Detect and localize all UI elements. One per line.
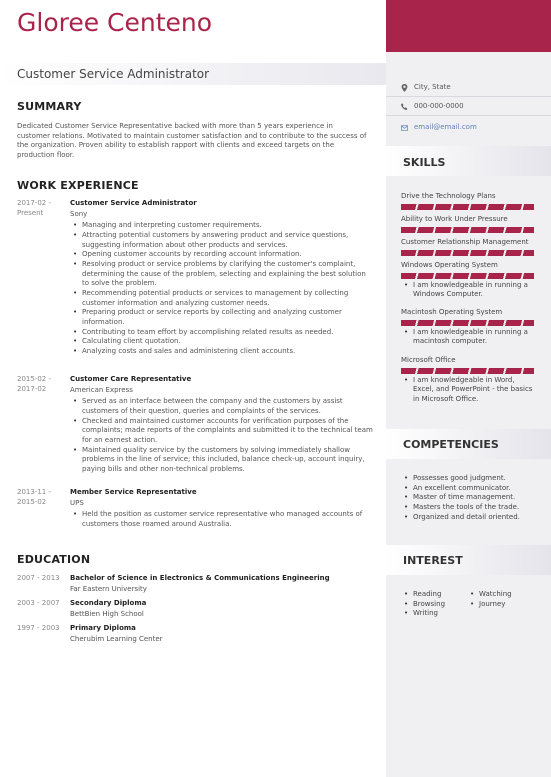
- list-item: • Watching: [467, 590, 537, 600]
- education-school: Far Eastern University: [70, 584, 147, 593]
- location-text: City, State: [414, 83, 451, 91]
- skill-name: Macintosh Operating System: [401, 308, 503, 316]
- work-role: Customer Service Administrator: [70, 199, 197, 207]
- skill-item: [401, 308, 536, 347]
- list-item: • Reading: [401, 590, 471, 600]
- contact-email[interactable]: [401, 123, 477, 133]
- education-school: BettBien High School: [70, 609, 144, 618]
- list-item: • Browsing: [401, 600, 471, 610]
- competencies-list: [401, 474, 536, 522]
- interest-list-right: [467, 590, 537, 609]
- phone-text: 000-000-0000: [414, 102, 464, 110]
- list-item: • Organized and detail oriented.: [401, 513, 536, 523]
- list-item: • Analyzing costs and sales and administering client accounts.: [70, 347, 375, 357]
- list-item: • Contributing to team effort by accomplishing related results as needed.: [70, 328, 375, 338]
- education-dates: 2007 - 2013: [17, 574, 60, 582]
- contact-divider: [386, 115, 551, 116]
- interest-list-left: [401, 590, 471, 619]
- skill-level-bar: [401, 250, 534, 256]
- skill-level-bar: [401, 273, 534, 279]
- list-item: • Preparing product or service reports by collecting and analyzing customer information.: [70, 308, 375, 327]
- phone-icon: [401, 103, 408, 111]
- list-item: • Maintained quality service by the customers by solving immediately shallow problems in the line of service; this included, balance check-up, account inquiry, paying bills and other non-technical problems.: [70, 446, 375, 475]
- skills-heading: SKILLS: [403, 156, 446, 169]
- skill-notes: [401, 328, 536, 347]
- list-item: • Served as an interface between the company and the customers by assist customers of their question, queries and complaints of the services.: [70, 397, 375, 416]
- list-item: • Journey: [467, 600, 537, 610]
- work-bullets: [70, 221, 375, 356]
- job-title: Customer Service Administrator: [17, 67, 210, 81]
- work-company: UPS: [70, 498, 84, 507]
- work-dates: 2013-11 - 2015-02: [17, 488, 51, 506]
- summary-heading: SUMMARY: [17, 100, 82, 113]
- contact-divider: [386, 96, 551, 97]
- skill-item: [401, 215, 536, 233]
- education-degree: Bachelor of Science in Electronics & Communications Engineering: [70, 574, 330, 582]
- summary-text: Dedicated Customer Service Representative backed with more than 5 years experience in customer relations. Motivated to maintain customer satisfaction and to contribute to the success of the organization. Proven ability to establish rapport with clients and exceed targets on the production floor.: [17, 122, 367, 159]
- contact-location: [401, 83, 451, 93]
- education-school: Cherubim Learning Center: [70, 634, 163, 643]
- skill-item: [401, 238, 536, 256]
- list-item: • Resolving product or service problems by clarifying the customer's complaint, determining the cause of the problem, selecting and explaining the best solution to solve the problem.: [70, 260, 375, 289]
- skill-name: Ability to Work Under Pressure: [401, 215, 508, 223]
- skill-name: Customer Relationship Management: [401, 238, 529, 246]
- list-item: • I am knowledgeable in running a Windows Computer.: [401, 281, 536, 300]
- work-company: American Express: [70, 385, 133, 394]
- education-dates: 1997 - 2003: [17, 624, 60, 632]
- work-dates: 2015-02 - 2017-02: [17, 375, 51, 393]
- envelope-icon: [401, 124, 408, 132]
- skill-name: Windows Operating System: [401, 261, 498, 269]
- skill-notes: [401, 281, 536, 300]
- work-company: Sony: [70, 209, 88, 218]
- education-degree: Secondary Diploma: [70, 599, 147, 607]
- education-dates: 2003 - 2007: [17, 599, 60, 607]
- list-item: • I am knowledgeable in running a macintosh computer.: [401, 328, 536, 347]
- skill-level-bar: [401, 320, 534, 326]
- skill-name: Drive the Technology Plans: [401, 192, 496, 200]
- header-accent-block: [386, 0, 551, 52]
- skill-level-bar: [401, 368, 534, 374]
- list-item: • Checked and maintained customer accounts for verification purposes of the complaints; made reports of the complaints and submitted it to the technical team for an earnest action.: [70, 417, 375, 446]
- skill-item: [401, 192, 536, 210]
- education-degree: Primary Diploma: [70, 624, 136, 632]
- list-item: • Writing: [401, 609, 471, 619]
- work-role: Member Service Representative: [70, 488, 197, 496]
- work-role: Customer Care Representative: [70, 375, 192, 383]
- skill-notes: [401, 376, 536, 405]
- list-item: • Calculating client quotation.: [70, 337, 375, 347]
- skill-level-bar: [401, 204, 534, 210]
- work-dates: 2017-02 - Present: [17, 199, 51, 217]
- list-item: • Masters the tools of the trade.: [401, 503, 536, 513]
- list-item: • An excellent communicator.: [401, 484, 536, 494]
- list-item: • Possesses good judgment.: [401, 474, 536, 484]
- interest-heading: INTEREST: [403, 554, 463, 567]
- education-heading: EDUCATION: [17, 553, 91, 566]
- skill-item: [401, 261, 536, 300]
- list-item: • Attracting potential customers by answering product and service questions, suggesting information about other products and services.: [70, 231, 375, 250]
- list-item: • Recommending potential products or services to management by collecting customer information and analyzing customer needs.: [70, 289, 375, 308]
- list-item: • I am knowledgeable in Word, Excel, and PowerPoint - the basics in Microsoft Office.: [401, 376, 536, 405]
- list-item: • Master of time management.: [401, 493, 536, 503]
- list-item: • Held the position as customer service representative who managed accounts of customers those roamed around Australia.: [70, 510, 375, 529]
- email-link[interactable]: email@email.com: [414, 123, 477, 131]
- contact-phone: [401, 102, 464, 112]
- work-bullets: [70, 397, 375, 474]
- skill-level-bar: [401, 227, 534, 233]
- list-item: • Managing and interpreting customer requirements.: [70, 221, 375, 231]
- candidate-name: Gloree Centeno: [17, 8, 213, 37]
- work-bullets: [70, 510, 375, 529]
- skill-name: Microsoft Office: [401, 356, 456, 364]
- skill-item: [401, 356, 536, 405]
- list-item: • Opening customer accounts by recording account information.: [70, 250, 375, 260]
- location-pin-icon: [401, 84, 408, 92]
- work-experience-heading: WORK EXPERIENCE: [17, 179, 139, 192]
- competencies-heading: COMPETENCIES: [403, 438, 499, 451]
